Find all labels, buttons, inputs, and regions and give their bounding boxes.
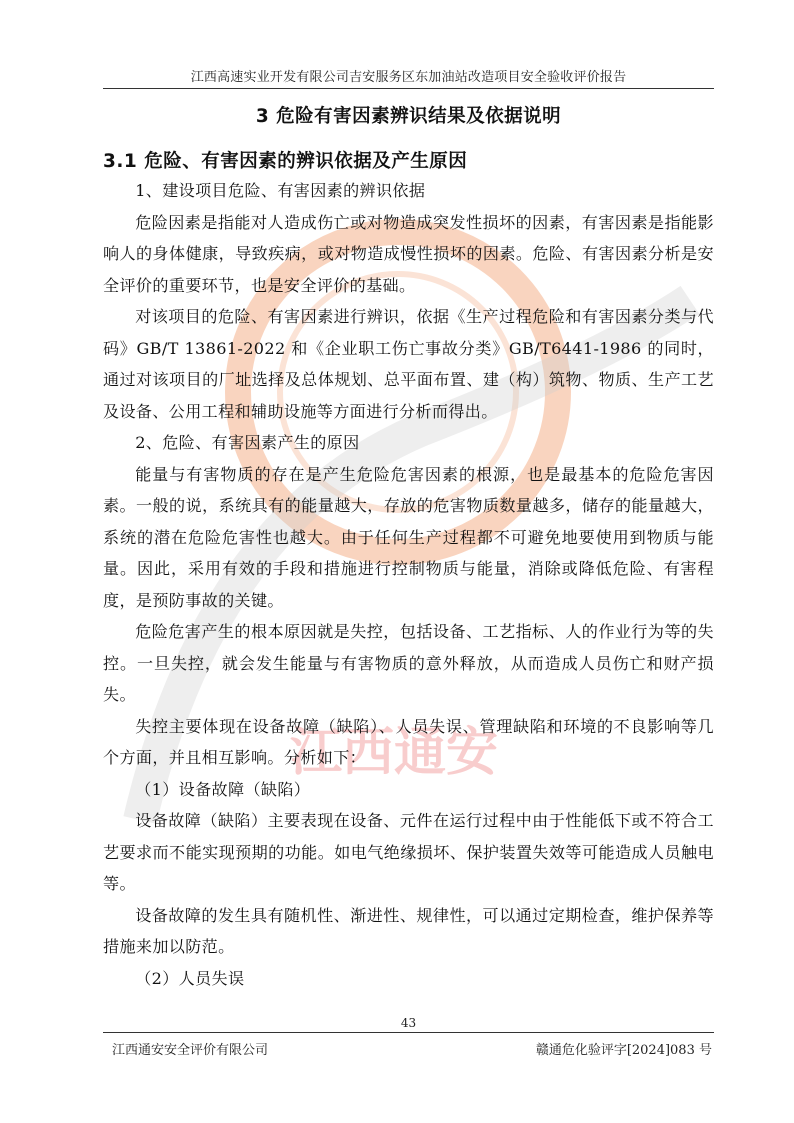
- paragraph: 危险因素是指能对人造成伤亡或对物造成突发性损坏的因素，有害因素是指能影响人的身体健康，导致疾病，或对物造成慢性损坏的因素。危险、有害因素分析是安全评价的重要环节，也是安全评价的基础。: [103, 212, 714, 295]
- paragraph: 对该项目的危险、有害因素进行辨识，依据《生产过程危险和有害因素分类与代码》GB/T 13861-2022 和《企业职工伤亡事故分类》GB/T6441-1986 的同时，通过对该项目的厂址选择及总体规划、总平面布置、建（构）筑物、物质、生产工艺及设备、公用工程和辅助设施等方面进行分析而得出。: [103, 307, 714, 421]
- paragraph: 2、危险、有害因素产生的原因: [135, 433, 360, 452]
- footer-company: 江西通安安全评价有限公司: [112, 1043, 269, 1058]
- paragraph: 危险危害产生的根本原因就是失控，包括设备、工艺指标、人的作业行为等的失控。一旦失控，就会发生能量与有害物质的意外释放，从而造成人员伤亡和财产损失。: [103, 622, 714, 704]
- page-number: 43: [400, 1016, 417, 1030]
- paragraph: 能量与有害物质的存在是产生危险危害因素的根源，也是最基本的危险危害因素。一般的说，系统具有的能量越大，存放的危害物质数量越多，储存的能量越大，系统的潜在危险危害性也越大。由于任何生产过程都不可避免地要使用到物质与能量。因此，采用有效的手段和措施进行控制物质与能量，消除或降低危险、有害程度，是预防事故的关键。: [103, 464, 714, 610]
- paragraph: 设备故障的发生具有随机性、渐进性、规律性，可以通过定期检查，维护保养等措施来加以防范。: [103, 905, 714, 956]
- paragraph: 设备故障（缺陷）主要表现在设备、元件在运行过程中由于性能低下或不符合工艺要求而不能实现预期的功能。如电气绝缘损坏、保护装置失效等可能造成人员触电等。: [103, 811, 714, 893]
- page-header: 江西高速实业开发有限公司吉安服务区东加油站改造项目安全验收评价报告: [190, 70, 627, 85]
- paragraph: （2）人员失误: [135, 968, 245, 988]
- body-text: [103, 175, 714, 994]
- footer-doc-number: 赣通危化验评字[2024]083 号: [535, 1043, 712, 1058]
- chapter-title: 3 危险有害因素辨识结果及依据说明: [255, 106, 562, 127]
- section-title: 3.1 危险、有害因素的辨识依据及产生原因: [103, 151, 468, 172]
- header-divider: [103, 88, 714, 89]
- footer-divider: [103, 1032, 714, 1033]
- paragraph: （1）设备故障（缺陷）: [135, 779, 311, 799]
- paragraph: 失控主要体现在设备故障（缺陷）、人员失误、管理缺陷和环境的不良影响等几个方面，并且相互影响。分析如下：: [103, 716, 714, 767]
- watermark-text: 江西通安: [290, 723, 499, 783]
- paragraph: 1、建设项目危险、有害因素的辨识依据: [135, 181, 426, 200]
